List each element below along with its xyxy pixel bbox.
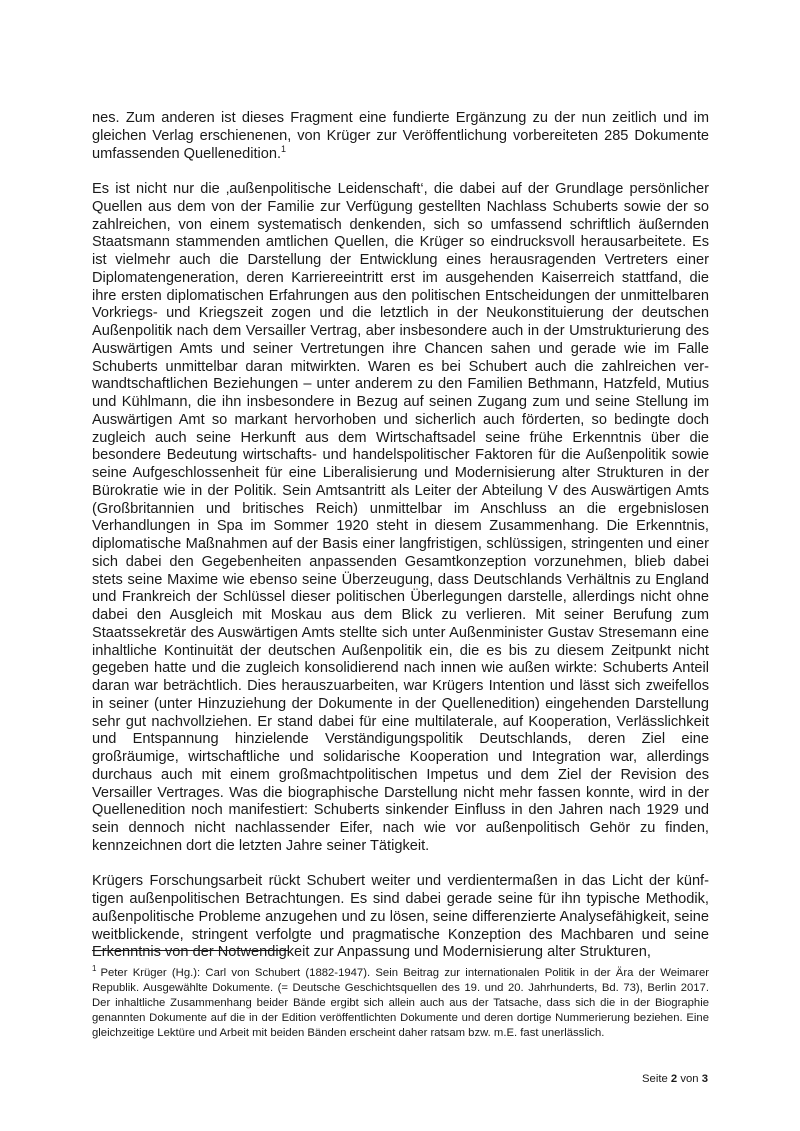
paragraph-2-text: Es ist nicht nur die ‚außenpolitische Leidenschaft‘, die dabei auf der Grundlage persönlicher Quellen aus dem von der Familie zur Verfügung gestellten Nachlass Schuberts sowie der so zahlreichen, von einem systematisch denkenden, sich so umfassend schriftlich äußernden Staatsmann stammenden amtlichen Quellen, die Krüger so eindrucksvoll herausarbeitete. Es ist vielmehr auch die Darstellung der Entwicklung eines herausragenden Vertreters einer Diplomatengeneration, deren Karriereeintritt erst im ausgehenden Kaiserreich stattfand, die ihre ersten diplomatischen Erfahrungen aus den politischen Entscheidungen der unmittelbaren Vorkriegs- und Kriegszeit zogen und die letztlich in der Neukonstituierung der deutschen Außenpolitik nach dem Versailler Vertrag, aber insbesondere auch in der Umstrukturierung des Auswärtigen Amts und seiner Vertretungen ihre Chancen sahen und gerade wie im Falle Schuberts unmittelbar daran mitwirkten. Waren es bei Schubert auch die zahlreichen verwandtschaftlichen Beziehungen – unter anderem zu den Familien Bethmann, Hatzfeld, Mutius und Kühlmann, die ihn insbesondere in Bezug auf seinen Zugang zum und seine Stellung im Auswärtigen Amt so markant hervorhoben und sicherlich auch förderten, so bedingte doch zugleich auch seine Herkunft aus dem Wirtschaftsadel seine frühe Erkenntnis über die besondere Bedeutung wirtschafts- und handelspolitischer Faktoren für die Außenpolitik sowie seine Aufgeschlossenheit für eine Liberalisierung und Modernisierung alter Strukturen in der Bürokratie wie in der Politik. Sein Amtsantritt als Leiter der Abteilung V des Auswärtigen Amts (Großbritannien und britisches Reich) unmittelbar im Anschluss an die ergebnislosen Verhandlungen in Spa im Sommer 1920 steht in diesem Zusammenhang. Die Erkenntnis, diplomatische Maßnahmen auf der Basis einer langfristigen, schlüssigen, stringenten und einer sich dabei den Gegebenheiten anpassenden Gesamtkonzeption vorzunehmen, blieb dabei stets seine Maxime wie ebenso seine Überzeugung, dass Deutschlands Verhältnis zu England und Frankreich der Schlüssel dieser politischen Überlegungen darstelle, allerdings nicht ohne dabei den Ausgleich mit Moskau aus dem Blick zu verlieren. Mit seiner Berufung zum Staatssekretär des Auswärtigen Amts stellte sich unter Außenminister Gustav Stresemann eine inhaltliche Kontinuität der deutschen Außenpolitik ein, die es bis zu diesem Zeitpunkt nicht gegeben hatte und die zugleich konsolidierend nach innen wie außen wirkte: Schuberts Anteil daran war beträchtlich. Dies herauszuarbeiten, war Krügers Intention und lässt sich zweifellos in seiner (unter Hinzuziehung der Dokumente in der Quellenedition) eingehenden Darstellung sehr gut nachvollziehen. Er stand dabei für eine multilaterale, auf Kooperation, Verlässlichkeit und Entspannung hinzielende Verständigungspolitik Deutschlands, deren Ziel eine großräumige, wirtschaftliche und solidarische Kooperation und Integration war, allerdings durchaus auch mit einem großmachtpolitischen Impetus und dem Ziel der Revision des Versailler Vertrages. Was die biographische Darstellung nicht mehr fassen konnte, wird in der Quellenedition noch manifestiert: Schuberts sinkender Einfluss in den Jahren nach 1929 und sein dennoch nicht nachlassender Eifer, nach wie vor außenpolitisch Gehör zu finden, kennzeichnen dort die letzten Jahre seiner Tätigkeit. — [92, 181, 709, 854]
page-number-separator: von — [680, 1073, 699, 1085]
footnote-separator — [92, 950, 289, 951]
page-number-total: 3 — [701, 1073, 708, 1085]
page-number-prefix: Seite — [642, 1073, 668, 1085]
footnote-text: Peter Krüger (Hg.): Carl von Schubert (1882-1947). Sein Beitrag zur internationalen Politik in der Ära der Weimarer Republik. Ausgewählte Dokumente. (= Deutsche Geschichtsquellen des 19. und 20. Jahrhunderts, Bd. 73), Berlin 2017. Der inhaltliche Zusammenhang beider Bände ergibt sich allein auch aus der Tatsache, dass sich die in der Biographie genannten Dokumente auf die in der Edition veröffentlichten Dokumente und deren dortige Nummerierung beziehen. Eine gleichzeitige Lektüre und Arbeit mit beiden Bänden erscheint daher ratsam bzw. m.E. fast unerlässlich. — [92, 967, 709, 1039]
page-number-current: 2 — [670, 1073, 678, 1085]
paragraph-1 — [92, 110, 709, 163]
footnote-reference[interactable]: 1 — [281, 143, 287, 154]
page-number — [642, 1072, 708, 1086]
paragraph-1-text: nes. Zum anderen ist dieses Fragment eine fundierte Ergänzung zu der nun zeitlich und im gleichen Verlag erschienenen, von Krüger zur Veröffentlichung vorbereiteten 285 Dokumente umfassenden Quellenedition. — [92, 110, 709, 162]
footnote-marker: 1 — [92, 964, 97, 974]
paragraph-2 — [92, 181, 709, 856]
footnote — [92, 966, 709, 1041]
paragraph-3 — [92, 873, 709, 962]
page-body — [92, 110, 709, 980]
paragraph-3-text: Krügers Forschungsarbeit rückt Schubert weiter und verdientermaßen in das Licht der künftigen außenpolitischen Betrachtungen. Es sind dabei gerade seine für ihn typische Methodik, außenpolitische Probleme anzugehen und zu lösen, seine differenzierte Analysefähigkeit, seine weitblickende, stringent verfolgte und pragmatische Konzeption des Machbaren und seine Erkenntnis von der Notwendigkeit zur Anpassung und Modernisierung alter Strukturen, — [92, 873, 709, 961]
